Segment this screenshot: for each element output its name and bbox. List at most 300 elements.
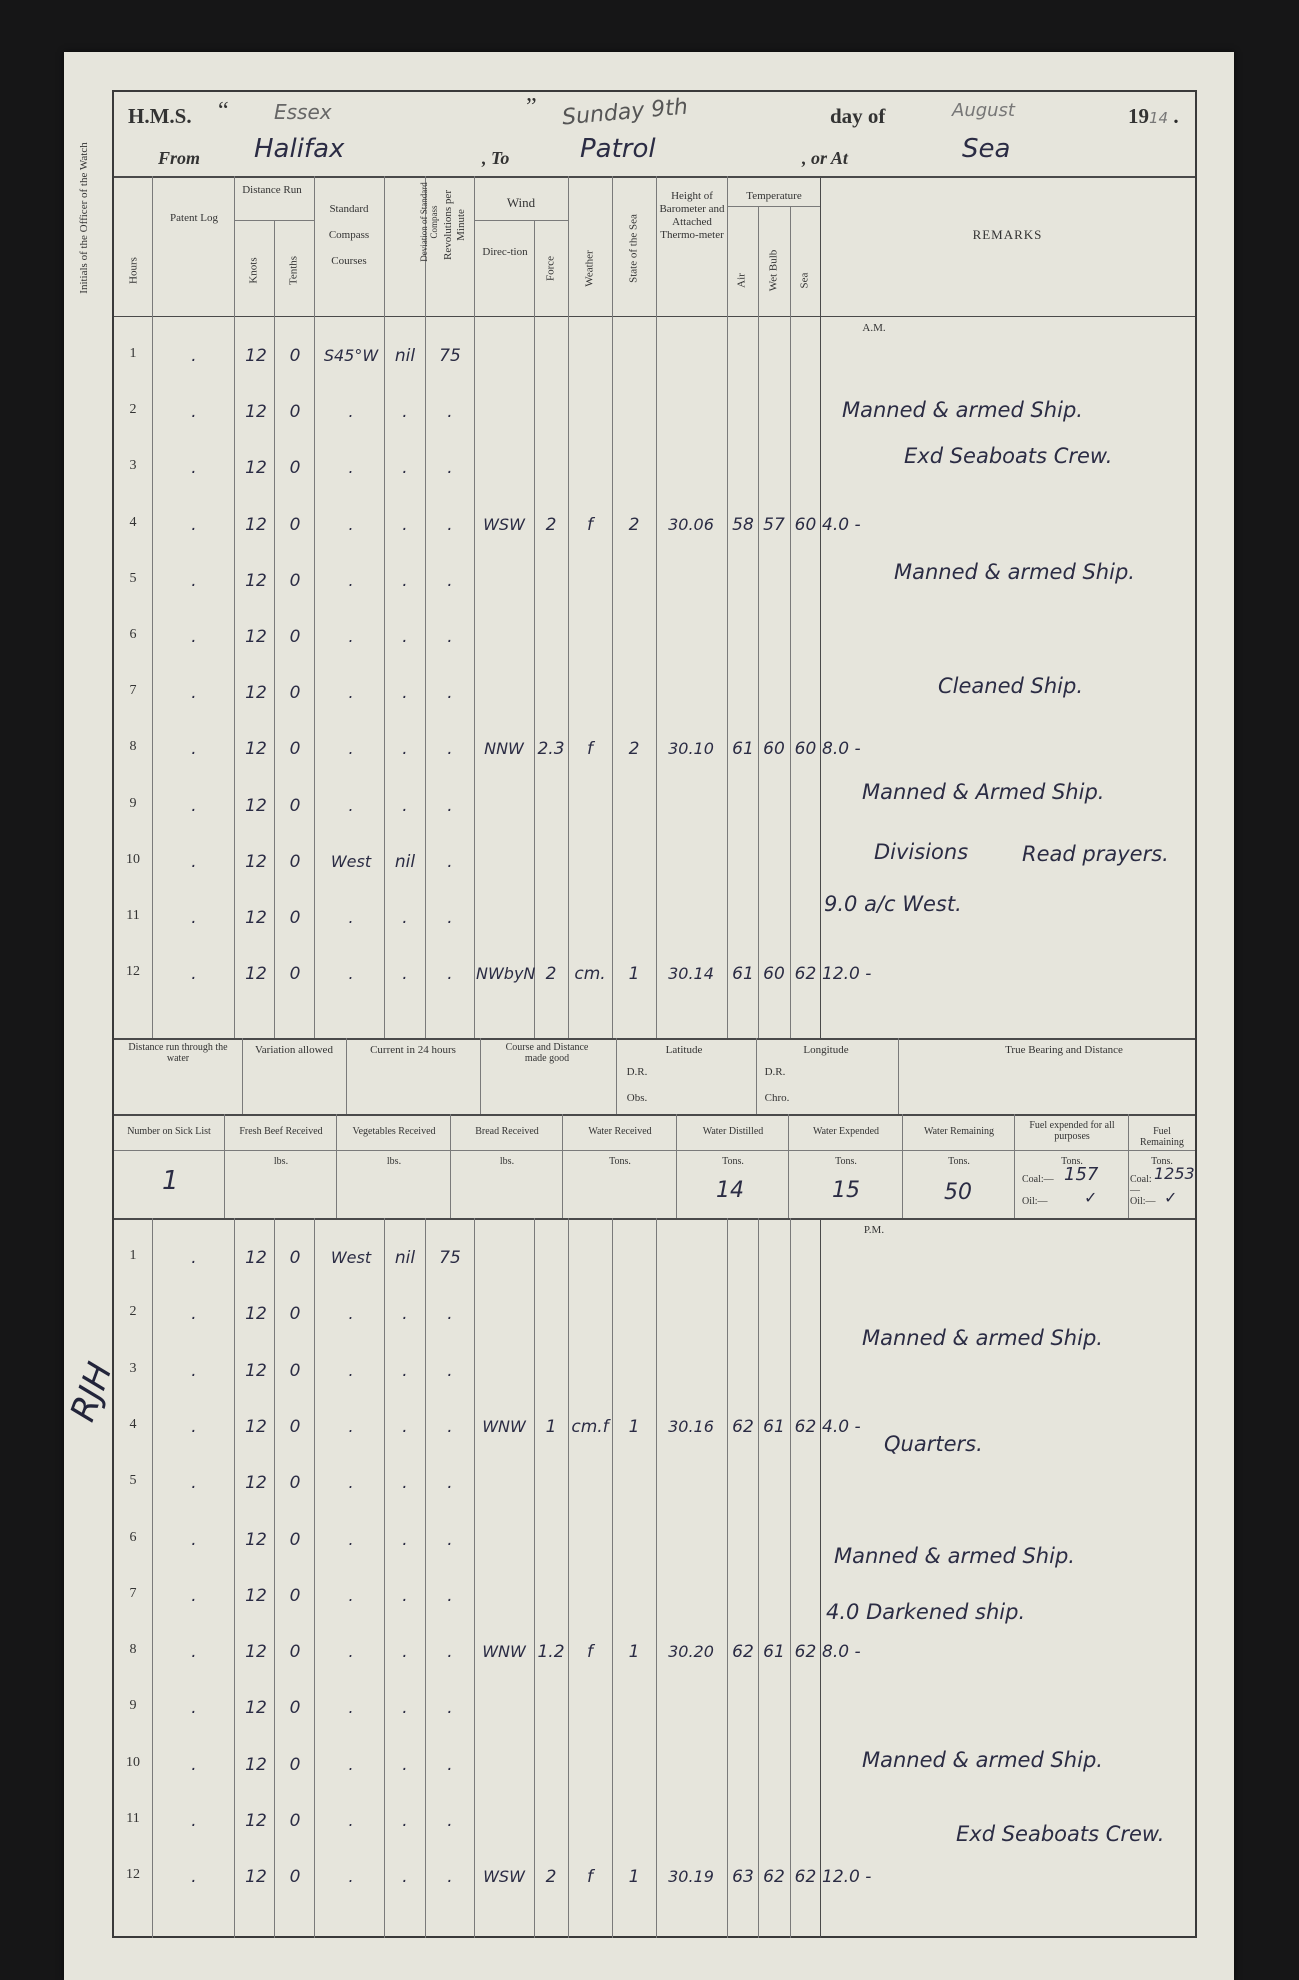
am-patent: . [191,795,197,816]
pm-tenths: 0 [289,1754,301,1775]
to-value: Patrol [580,134,656,164]
am-air: 61 [732,964,754,985]
am-knots: 12 [245,570,267,591]
lat-dr-label: D.R. [626,1066,648,1078]
pm-deviation: . [402,1529,408,1550]
pm-deviation: . [402,1642,408,1663]
fuel-remaining-unit: Tons. [1151,1156,1173,1167]
am-weather: f [587,739,593,760]
am-remark-2: Exd Seaboats Crew. [904,444,1113,468]
water-remaining-value: 50 [944,1180,972,1205]
am-hour: 5 [129,570,137,586]
am-course: . [348,683,354,703]
am-force: 2.3 [537,739,565,760]
pm-patent: . [191,1698,197,1719]
am-course: . [348,402,354,422]
am-tenths: 0 [289,346,301,366]
am-tenths: 0 [289,851,301,872]
pm-course: . [348,1867,354,1887]
fuel-expended-unit: Tons. [1061,1156,1083,1167]
pm-tenths: 0 [289,1473,301,1494]
pm-hour: 8 [129,1642,137,1658]
am-deviation: nil [394,851,416,872]
col-wind: Wind [506,195,536,210]
pm-row-1 [114,1248,820,1278]
col-temperature: Temperature [746,190,802,202]
am-row-4 [114,514,861,545]
at-value: Sea [962,134,1011,164]
am-knots: 12 [245,514,267,535]
pm-revs: . [447,1416,453,1437]
pm-force: 2 [545,1867,557,1888]
pm-air: 62 [732,1642,754,1663]
pm-tenths: 0 [289,1698,301,1719]
pm-course: . [348,1698,354,1718]
water-remaining-unit: Tons. [948,1156,970,1167]
col-knots: Knots [247,257,260,284]
pm-course: . [348,1529,354,1549]
am-sea: 62 [794,964,817,985]
pm-time: 12.0 - [822,1867,872,1888]
am-hour: 4 [129,514,137,530]
am-course: . [348,908,354,927]
am-sea: 60 [794,739,817,760]
am-patent: . [191,570,197,591]
am-remark-1: Manned & armed Ship. [842,398,1083,422]
pm-patent: . [191,1304,197,1325]
pm-remark-5: Manned & armed Ship. [862,1748,1103,1772]
am-dir: NNW [484,739,524,759]
am-tenths: 0 [289,683,301,704]
pm-course: . [348,1754,354,1774]
am-patent: . [191,458,197,479]
am-knots: 12 [245,458,267,479]
col-revolutions: Revolutions per Minute [442,190,467,260]
am-time: 12.0 - [822,964,872,985]
am-tenths: 0 [289,402,301,423]
water-received-label: Water Received [588,1126,652,1137]
pm-tenths: 0 [289,1811,301,1831]
am-air: 61 [732,739,754,760]
pm-sea: 62 [794,1867,817,1888]
am-dir: WSW [483,514,525,534]
fuel-expended-oil-value: ✓ [1084,1188,1098,1207]
pm-remark-2: Quarters. [884,1432,983,1456]
pm-revs: . [447,1867,453,1888]
pm-row-3 [114,1361,820,1391]
pm-force: 1 [545,1416,557,1437]
fuel-remaining-oil-value: ✓ [1164,1188,1178,1207]
pm-row-2 [114,1304,820,1334]
am-knots: 12 [245,908,267,928]
pm-row-8 [114,1642,861,1672]
am-weather: f [587,514,593,535]
am-revs: . [447,851,453,872]
pm-knots: 12 [245,1248,267,1268]
beef-label: Fresh Beef Received [239,1126,323,1137]
pm-knots: 12 [245,1360,267,1381]
officer-initials-signature: RJH [62,1357,121,1427]
am-row-9 [114,796,820,826]
pm-hour: 9 [129,1698,137,1714]
pm-sea: 62 [794,1642,817,1663]
am-knots: 12 [245,964,267,985]
pm-revs: . [447,1473,453,1494]
current-24h-label: Current in 24 hours [370,1044,456,1056]
am-patent: . [191,402,197,423]
to-label: , To [482,148,510,168]
pm-revs: . [447,1304,453,1325]
am-hour: 2 [129,402,137,418]
pm-baro: 30.19 [668,1867,714,1887]
pm-knots: 12 [245,1416,267,1437]
pm-course: . [348,1642,354,1662]
pm-dir: WNW [482,1642,526,1662]
pm-tenths: 0 [289,1642,301,1663]
pm-revs: . [447,1585,453,1606]
am-remark-3: Manned & armed Ship. [894,560,1135,584]
water-expended-value: 15 [832,1178,860,1203]
am-hour: 12 [126,964,140,980]
hms-label: H.M.S. [128,104,192,128]
am-knots: 12 [245,795,267,816]
am-baro: 30.06 [668,514,714,534]
am-deviation: . [402,402,408,423]
pm-row-11 [114,1811,820,1841]
fuel-expended-coal-value: 157 [1064,1164,1099,1185]
am-knots: 12 [245,851,267,872]
pm-weather: cm.f [571,1416,609,1437]
am-revs: . [447,683,453,704]
pm-revs: . [447,1698,453,1719]
am-revs: . [447,795,453,816]
fuel-expended-coal-label: Coal:— [1022,1174,1054,1185]
am-row-11 [114,908,820,938]
pm-knots: 12 [245,1473,267,1494]
pm-patent: . [191,1585,197,1606]
pm-revs: 75 [439,1248,461,1268]
pm-remark-4: 4.0 Darkened ship. [826,1600,1026,1624]
am-air: 58 [732,514,754,535]
water-expended-unit: Tons. [835,1156,857,1167]
am-row-8 [114,739,861,769]
pm-course: West [330,1248,372,1267]
am-patent: . [191,683,197,704]
am-course: . [348,458,354,478]
am-deviation: nil [394,346,416,366]
pm-row-12 [114,1867,872,1897]
pm-deviation: . [402,1811,408,1831]
pm-knots: 12 [245,1304,267,1325]
am-revs: . [447,514,453,535]
pm-wet: 61 [763,1416,785,1437]
from-label: From [158,148,201,168]
water-distilled-value: 14 [716,1178,744,1203]
water-distilled-unit: Tons. [722,1156,744,1167]
am-revs: . [447,627,453,647]
pm-patent: . [191,1811,197,1831]
col-air: Air [735,273,748,288]
veg-label: Vegetables Received [352,1126,436,1137]
pm-deviation: . [402,1867,408,1888]
am-dir: NWbyN [476,964,536,984]
pm-knots: 12 [245,1585,267,1606]
pm-course: . [348,1360,354,1380]
pm-revs: . [447,1529,453,1550]
pm-tenths: 0 [289,1529,301,1550]
pm-hour: 6 [129,1529,137,1545]
pm-hour: 10 [126,1754,140,1770]
pm-dir: WSW [483,1867,525,1887]
am-time: 8.0 - [822,739,861,760]
pm-deviation: . [402,1473,408,1494]
pm-remark-1: Manned & armed Ship. [862,1326,1103,1350]
pm-patent: . [191,1642,197,1663]
am-tenths: 0 [289,570,301,591]
pm-deviation: . [402,1698,408,1719]
am-patent: . [191,851,197,872]
am-hour: 1 [129,346,137,361]
am-tenths: 0 [289,627,301,647]
am-remark-6: Divisions [874,840,969,864]
ship-name: Essex [274,100,332,124]
pm-hour: 12 [126,1867,140,1883]
am-row-3 [114,458,820,488]
am-patent: . [191,346,197,366]
pm-air: 63 [732,1867,754,1888]
am-tenths: 0 [289,964,301,985]
pm-force: 1.2 [537,1642,565,1663]
am-force: 2 [545,964,557,985]
pm-course: . [348,1473,354,1493]
am-baro: 30.14 [668,964,714,984]
am-sea: 60 [794,514,817,535]
pm-weather: f [587,1867,593,1888]
col-wet-bulb: Wet Bulb [767,249,780,292]
col-tenths: Tenths [287,255,300,286]
am-wet: 60 [763,964,785,985]
am-deviation: . [402,908,408,928]
col-hours: Hours [127,257,140,284]
am-revs: . [447,964,453,985]
am-row-12 [114,964,872,994]
longitude-label: Longitude [803,1044,849,1056]
pm-hour: 11 [126,1811,140,1826]
col-patent-log: Patent Log [170,212,218,224]
pm-knots: 12 [245,1867,267,1888]
pm-remark-6: Exd Seaboats Crew. [956,1822,1165,1846]
year-suffix: 14 [1149,109,1169,127]
am-row-7 [114,683,820,713]
am-course: . [348,964,354,984]
month-value: August [952,100,1015,121]
am-remark-7: Read prayers. [1022,842,1169,866]
col-distance-run: Distance Run [242,184,302,196]
pm-knots: 12 [245,1754,267,1775]
am-hour: 11 [126,908,140,923]
am-wet: 60 [763,739,785,760]
bread-label: Bread Received [475,1126,539,1137]
am-tenths: 0 [289,458,301,479]
am-label: A.M. [862,322,886,334]
distance-through-water-label: Distance run through the water [128,1042,228,1064]
am-row-1 [114,346,820,376]
bread-unit: lbs. [499,1156,515,1167]
pm-course: . [348,1416,354,1436]
am-tenths: 0 [289,795,301,816]
am-deviation: . [402,514,408,535]
pm-patent: . [191,1473,197,1494]
fuel-remaining-oil-label: Oil:— [1130,1196,1156,1207]
col-sea-state: State of the Sea [627,214,640,283]
pm-tenths: 0 [289,1867,301,1888]
pm-hour: 4 [129,1416,137,1432]
pm-patent: . [191,1248,197,1268]
year-prefix: 19 [1128,104,1149,128]
veg-unit: lbs. [386,1156,402,1167]
sick-list-label: Number on Sick List [127,1126,211,1137]
am-deviation: . [402,458,408,479]
fuel-expended-label: Fuel expended for all purposes [1029,1120,1115,1142]
am-deviation: . [402,739,408,760]
am-tenths: 0 [289,908,301,928]
am-course: . [348,627,354,646]
pm-row-9 [114,1698,820,1728]
water-expended-label: Water Expended [812,1126,880,1137]
am-deviation: . [402,570,408,591]
col-wind-direction: Direc-tion [482,246,528,258]
am-patent: . [191,964,197,985]
am-revs: . [447,458,453,479]
pm-deviation: . [402,1304,408,1325]
lon-dr-label: D.R. [764,1066,786,1078]
pm-deviation: . [402,1416,408,1437]
col-deviation: Deviation of Standard Compass [419,182,439,262]
am-sea-state: 1 [628,964,640,985]
col-standard-compass: Standard Compass Courses [328,203,370,267]
water-distilled-label: Water Distilled [702,1126,764,1137]
variation-allowed-label: Variation allowed [255,1044,333,1056]
am-knots: 12 [245,739,267,760]
pm-row-5 [114,1473,820,1503]
pm-hour: 3 [129,1360,137,1376]
am-deviation: . [402,683,408,704]
am-deviation: . [402,964,408,985]
pm-sea: 62 [794,1416,817,1437]
am-revs: . [447,908,453,928]
pm-patent: . [191,1360,197,1381]
pm-knots: 12 [245,1698,267,1719]
lon-chro-label: Chro. [764,1092,790,1104]
am-hour: 6 [129,627,137,642]
pm-sea-state: 1 [628,1642,640,1663]
pm-course: . [348,1304,354,1324]
col-wind-force: Force [544,255,557,282]
am-weather: cm. [574,964,606,985]
am-hour: 9 [129,795,137,811]
pm-revs: . [447,1754,453,1775]
am-wet: 57 [763,514,785,535]
am-sea-state: 2 [628,739,640,760]
col-weather: Weather [583,250,596,287]
officer-initials-label: Initials of the Officer of the Watch [78,142,90,294]
am-revs: . [447,402,453,423]
am-course: . [348,514,354,534]
lat-obs-label: Obs. [626,1092,648,1104]
sick-list-value: 1 [162,1166,179,1196]
pm-sea-state: 1 [628,1867,640,1888]
am-knots: 12 [245,402,267,423]
pm-knots: 12 [245,1529,267,1550]
am-revs: 75 [439,346,461,366]
pm-deviation: . [402,1360,408,1381]
col-sea-temp: Sea [798,272,811,289]
am-deviation: . [402,795,408,816]
am-hour: 7 [129,683,137,699]
am-force: 2 [545,514,557,535]
fuel-remaining-label: Fuel Remaining [1140,1126,1184,1148]
am-row-5 [114,571,820,601]
pm-row-4 [114,1416,861,1447]
beef-unit: lbs. [273,1156,289,1167]
pm-label: P.M. [863,1224,885,1236]
am-patent: . [191,908,197,928]
am-course: West [330,851,372,871]
pm-tenths: 0 [289,1585,301,1606]
pm-hour: 1 [129,1248,137,1263]
pm-deviation: . [402,1585,408,1606]
am-row-10 [114,852,820,882]
pm-time: 8.0 - [822,1642,861,1663]
pm-deviation: nil [394,1248,416,1268]
date-value: Sunday 9th [561,94,689,131]
year-field: 1914 . [1128,104,1179,128]
am-knots: 12 [245,346,267,366]
close-quote: ” [526,94,537,120]
pm-revs: . [447,1811,453,1831]
pm-patent: . [191,1416,197,1437]
pm-weather: f [587,1642,593,1663]
am-patent: . [191,514,197,535]
pm-revs: . [447,1642,453,1663]
am-row-2 [114,402,820,432]
log-table-frame [112,90,1197,1938]
fuel-remaining-coal-label: Coal:— [1130,1174,1152,1196]
pm-hour: 2 [129,1304,137,1320]
pm-tenths: 0 [289,1416,301,1437]
am-course: . [348,795,354,815]
am-deviation: . [402,627,408,647]
pm-baro: 30.16 [668,1416,714,1436]
pm-patent: . [191,1754,197,1775]
water-remaining-label: Water Remaining [923,1126,994,1137]
pm-dir: WNW [482,1416,526,1436]
water-received-unit: Tons. [609,1156,631,1167]
am-knots: 12 [245,627,267,647]
course-distance-label: Course and Distance made good [505,1042,589,1064]
log-page [64,52,1234,1980]
pm-wet: 61 [763,1642,785,1663]
latitude-label: Latitude [665,1044,703,1056]
pm-remark-3: Manned & armed Ship. [834,1544,1075,1568]
day-of-label: day of [830,104,886,128]
am-sea-state: 2 [628,514,640,535]
pm-deviation: . [402,1754,408,1775]
pm-tenths: 0 [289,1304,301,1325]
am-hour: 8 [129,739,137,755]
am-hour: 10 [126,851,140,867]
pm-course: . [348,1585,354,1605]
